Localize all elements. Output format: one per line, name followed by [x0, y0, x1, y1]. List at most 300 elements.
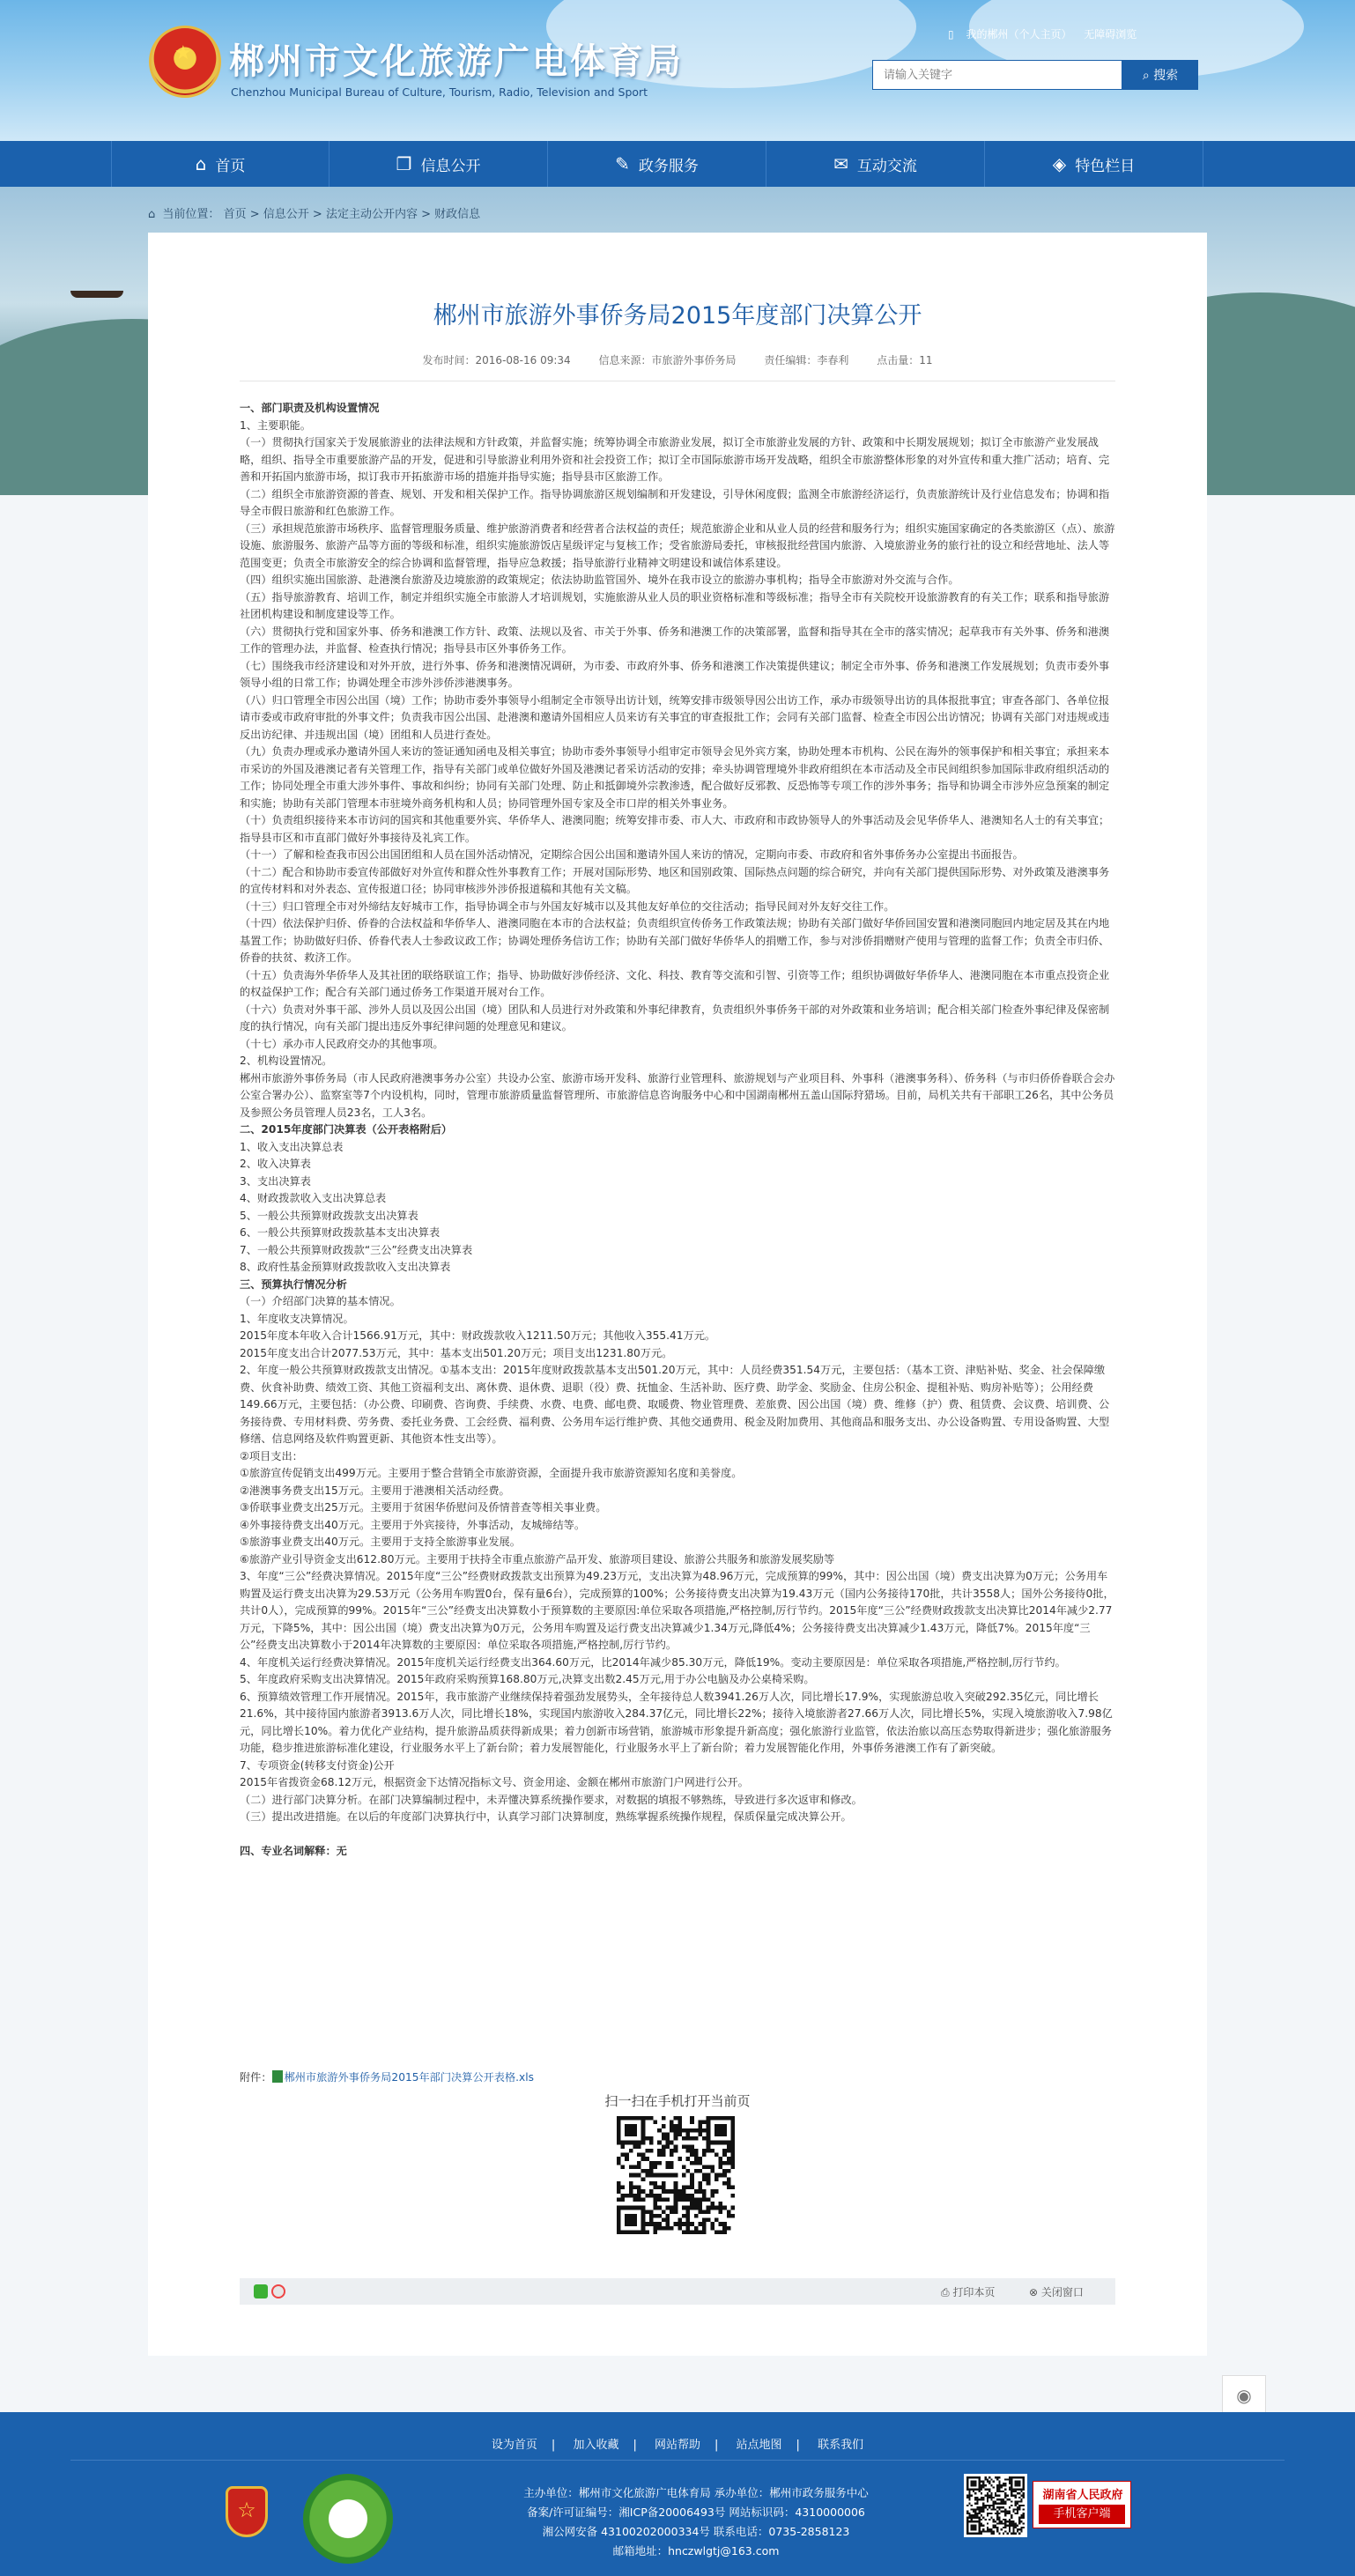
- qr-module: [979, 2476, 981, 2478]
- qr-module: [715, 2189, 719, 2194]
- qr-module: [982, 2525, 984, 2527]
- qr-module: [1003, 2506, 1004, 2508]
- qr-module: [686, 2194, 691, 2198]
- qr-module: [979, 2489, 981, 2491]
- qr-module: [1017, 2476, 1018, 2478]
- qr-module: [1009, 2522, 1011, 2524]
- nav-gov-services[interactable]: [548, 141, 766, 187]
- qr-module: [982, 2508, 984, 2510]
- qr-module: [678, 2128, 682, 2133]
- qr-module: [690, 2181, 694, 2186]
- qr-module: [665, 2189, 670, 2194]
- qr-module: [629, 2124, 633, 2128]
- qr-module: [715, 2177, 719, 2181]
- qr-module: [621, 2194, 626, 2198]
- qr-module: [988, 2494, 990, 2496]
- qr-module: [625, 2132, 629, 2136]
- main-nav: [0, 141, 1355, 187]
- nav-home[interactable]: [111, 141, 329, 187]
- qr-module: [993, 2533, 995, 2535]
- qr-module: [730, 2194, 735, 2198]
- qr-module: [665, 2226, 670, 2231]
- qr-module: [710, 2165, 715, 2169]
- qr-module: [629, 2173, 633, 2178]
- qr-module: [710, 2222, 715, 2226]
- article-title: 郴州市旅游外事侨务局2015年度部门决算公开: [433, 302, 922, 329]
- qr-module: [973, 2489, 974, 2491]
- qr-module: [966, 2528, 968, 2530]
- qr-module: [629, 2214, 633, 2218]
- qr-module: [1003, 2527, 1004, 2528]
- article-meta: [148, 352, 1207, 367]
- qr-module: [715, 2230, 719, 2234]
- qr-module: [702, 2121, 707, 2125]
- footer-divider: [70, 2460, 1285, 2461]
- qr-module: [657, 2186, 662, 2190]
- close-window-button[interactable]: [1029, 2284, 1084, 2299]
- qr-module: [645, 2194, 649, 2198]
- article-paragraph: 2015年度支出合计2077.53万元，其中：基本支出501.20万元；项目支出1231.80万元。: [240, 1346, 673, 1359]
- qr-module: [1015, 2533, 1017, 2535]
- qr-module: [987, 2530, 988, 2532]
- article-paragraph: （十五）负责海外华侨华人及其社团的联络联谊工作；指导、协助做好涉侨经济、文化、科技、教育等交流和引智、引资等工作；组织协调做好华侨华人、港澳同胞在本市重点投资企业的权益保护工作；配合有关部门通过侨务工作渠道开展对台工作。: [240, 968, 1110, 998]
- article-paragraph: 1、主要职能。: [240, 418, 311, 432]
- qr-module: [633, 2197, 637, 2202]
- qr-module: [694, 2149, 699, 2153]
- nav-interaction[interactable]: [766, 141, 985, 187]
- qr-module: [1011, 2517, 1012, 2519]
- footer-link-sitemap[interactable]: 站点地图: [736, 2439, 782, 2452]
- top-link-my-chenzhou[interactable]: 我的郴州（个人主页）: [966, 28, 1072, 41]
- qr-module: [625, 2157, 629, 2161]
- qr-module: [629, 2222, 633, 2226]
- qr-module: [710, 2206, 715, 2210]
- qr-module: [1018, 2506, 1020, 2508]
- article-paragraph: ①旅游宣传促销支出499万元。主要用于整合营销全市旅游资源，全面提升我市旅游资源知名度和美誉度。: [240, 1467, 743, 1479]
- qr-module: [993, 2530, 995, 2532]
- qr-module: [984, 2506, 986, 2508]
- qr-module: [982, 2511, 984, 2513]
- article-paragraph: 2、机构设置情况。: [240, 1055, 333, 1067]
- qr-module: [998, 2476, 1000, 2478]
- article-paragraph: （八）归口管理全市因公出国（境）工作；协助市委外事领导小组制定全市领导出访计划，统筹安排市级领导因公出访工作，承办市级领导出访的具体报批事宜；审查各部门、各单位报请市委或市政府审批的外事文件；负责我市因公出国、赴港澳和邀请外国相应人员来访有关事宜的审查报批工作；会同有关部门监督、检查全市因公出访情况；协调有关部门对违规或违反出访纪律、并违规出国（境）团组和人员进行查处。: [240, 693, 1110, 741]
- qr-module: [988, 2481, 990, 2483]
- qr-module: [641, 2230, 646, 2234]
- qr-module: [984, 2489, 986, 2491]
- qr-module: [674, 2206, 678, 2210]
- qr-module: [625, 2222, 629, 2226]
- qr-module: [637, 2141, 641, 2145]
- qr-module: [694, 2189, 699, 2194]
- qr-module: [617, 2222, 621, 2226]
- search-button[interactable]: [1122, 60, 1198, 90]
- qr-module: [1017, 2489, 1018, 2491]
- qr-module: [1001, 2503, 1003, 2505]
- qr-module: [974, 2483, 976, 2484]
- qr-module: [694, 2230, 699, 2234]
- qr-module: [1018, 2517, 1020, 2519]
- qr-module: [654, 2214, 658, 2218]
- qr-module: [707, 2177, 711, 2181]
- qr-module: [702, 2153, 707, 2158]
- wechat-share-icon[interactable]: [254, 2284, 268, 2298]
- qr-module: [694, 2226, 699, 2231]
- qr-module: [682, 2136, 686, 2141]
- qr-module: [990, 2533, 992, 2535]
- qr-module: [979, 2491, 981, 2492]
- qr-module: [979, 2506, 981, 2508]
- footer-links: [0, 2435, 1355, 2452]
- qr-module: [633, 2206, 637, 2210]
- qr-module: [976, 2506, 978, 2508]
- qr-module: [998, 2533, 1000, 2535]
- qr-module: [670, 2165, 674, 2169]
- qr-module: [996, 2513, 998, 2514]
- qr-module: [988, 2528, 990, 2530]
- qr-module: [633, 2116, 637, 2121]
- qr-module: [1012, 2494, 1014, 2496]
- qr-module: [1011, 2478, 1012, 2480]
- footer-separator: |: [551, 2439, 556, 2452]
- qr-module: [1011, 2494, 1012, 2496]
- qr-module: [637, 2153, 641, 2158]
- qr-module: [657, 2173, 662, 2178]
- footer-icp[interactable]: 备案/许可证编号：湘ICP备20006493号 网站标识码：4310000006: [527, 2506, 865, 2519]
- qr-module: [1009, 2528, 1011, 2530]
- qr-module: [1011, 2533, 1012, 2535]
- qr-code-image: [617, 2116, 735, 2234]
- qr-module: [996, 2489, 998, 2491]
- qr-module: [617, 2116, 621, 2121]
- qr-module: [987, 2489, 988, 2491]
- qr-module: [719, 2132, 723, 2136]
- qr-module: [984, 2476, 986, 2478]
- footer-qr-code-image: [964, 2474, 1027, 2537]
- qr-module: [1015, 2522, 1017, 2524]
- qr-module: [971, 2484, 973, 2486]
- qr-module: [987, 2494, 988, 2496]
- qr-module: [1011, 2476, 1012, 2478]
- qr-module: [665, 2222, 670, 2226]
- qr-module: [1012, 2530, 1014, 2532]
- qr-module: [730, 2144, 735, 2149]
- site-title[interactable]: 郴州市文化旅游广电体育局: [229, 41, 684, 82]
- qr-module: [686, 2214, 691, 2218]
- footer-separator: |: [633, 2439, 637, 2452]
- qr-module: [1018, 2505, 1020, 2506]
- qr-module: [1020, 2476, 1022, 2478]
- qr-module: [633, 2222, 637, 2226]
- qr-module: [686, 2128, 691, 2133]
- breadcrumb-item[interactable]: 财政信息: [434, 208, 481, 221]
- qr-module: [665, 2161, 670, 2165]
- qr-module: [690, 2186, 694, 2190]
- qr-module: [966, 2481, 968, 2483]
- qr-module: [682, 2214, 686, 2218]
- qr-module: [974, 2511, 976, 2513]
- qr-module: [698, 2169, 702, 2173]
- qr-module: [710, 2194, 715, 2198]
- qr-module: [698, 2197, 702, 2202]
- qr-module: [625, 2194, 629, 2198]
- qr-module: [1001, 2484, 1003, 2486]
- article-paragraph: ⑥旅游产业引导资金支出612.80万元。主要用于扶持全市重点旅游产品开发、旅游项目建设、旅游公共服务和旅游发展奖励等: [240, 1552, 835, 1566]
- footer-link-contact[interactable]: 联系我们: [818, 2439, 864, 2452]
- qr-module: [662, 2144, 666, 2149]
- qr-module: [649, 2210, 654, 2214]
- article-paragraph: 7、专项资金(转移支付资金)公开: [240, 1758, 395, 1772]
- qr-module: [966, 2478, 968, 2480]
- qr-module: [990, 2505, 992, 2506]
- qr-module: [730, 2214, 735, 2218]
- qr-module: [654, 2230, 658, 2234]
- qr-module: [968, 2503, 970, 2505]
- footer-link-set-home[interactable]: 设为首页: [491, 2439, 537, 2452]
- qr-module: [690, 2116, 694, 2121]
- qr-module: [654, 2194, 658, 2198]
- qr-module: [996, 2484, 998, 2486]
- qr-module: [973, 2476, 974, 2478]
- qr-module: [996, 2511, 998, 2513]
- qr-module: [996, 2486, 998, 2488]
- top-links: [948, 26, 1145, 41]
- qr-module: [1015, 2527, 1017, 2528]
- qr-module: [654, 2206, 658, 2210]
- qr-module: [1017, 2484, 1018, 2486]
- qr-module: [707, 2132, 711, 2136]
- qr-module: [719, 2202, 723, 2206]
- qr-module: [617, 2210, 621, 2214]
- print-button[interactable]: [941, 2284, 995, 2299]
- qr-module: [993, 2525, 995, 2527]
- search-input[interactable]: [872, 60, 1122, 90]
- qr-module: [727, 2210, 731, 2214]
- search-button-label: 搜索: [1153, 69, 1179, 83]
- qr-module: [641, 2214, 646, 2218]
- attachment: [240, 2069, 534, 2084]
- qr-module: [973, 2514, 974, 2516]
- qr-module: [641, 2177, 646, 2181]
- breadcrumb-item[interactable]: 首页: [223, 208, 247, 221]
- qr-module: [698, 2230, 702, 2234]
- article-paragraph: （五）指导旅游教育、培训工作，制定并组织实施全市旅游人才培训规划，实施旅游从业人员的职业资格标准和等级标准；指导全市有关院校开设旅游教育的有关工作；联系和指导旅游社团机构建设和制度建设等工作。: [240, 590, 1110, 620]
- print-label: 打印本页: [952, 2286, 996, 2298]
- article-paragraph: （六）贯彻执行党和国家外事、侨务和港澳工作方针、政策、法规以及省、市关于外事、侨务和港澳工作的决策部署，监督和指导其在全市的落实情况；起草我市有关外事、侨务和港澳工作的管理办法，并监督、检查执行情况；指导县市区外事侨务工作。: [240, 625, 1110, 655]
- qr-module: [617, 2214, 621, 2218]
- qr-module: [719, 2128, 723, 2133]
- qr-module: [1003, 2484, 1004, 2486]
- qr-module: [702, 2197, 707, 2202]
- qr-module: [727, 2181, 731, 2186]
- qr-module: [1020, 2494, 1022, 2496]
- qr-module: [674, 2136, 678, 2141]
- qr-module: [633, 2186, 637, 2190]
- qr-module: [702, 2230, 707, 2234]
- qr-module: [1011, 2489, 1012, 2491]
- qr-module: [981, 2489, 982, 2491]
- qr-module: [998, 2494, 1000, 2496]
- party-gov-badge-icon[interactable]: ☆: [226, 2486, 268, 2537]
- qr-module: [637, 2186, 641, 2190]
- qr-module: [1009, 2478, 1011, 2480]
- qr-module: [730, 2141, 735, 2145]
- qr-module: [998, 2513, 1000, 2514]
- breadcrumb-item[interactable]: 信息公开: [263, 208, 309, 221]
- layers-icon: ◈: [1052, 153, 1067, 174]
- qr-module: [973, 2511, 974, 2513]
- phone-icon: ▯: [948, 28, 954, 41]
- national-emblem-icon[interactable]: [152, 28, 218, 95]
- excel-file-icon: [272, 2070, 283, 2083]
- qr-module: [707, 2218, 711, 2223]
- qr-module: [1011, 2481, 1012, 2483]
- weibo-float-button[interactable]: [1222, 2375, 1266, 2416]
- qr-module: [1018, 2519, 1020, 2520]
- qr-module: [1004, 2489, 1006, 2491]
- qr-module: [730, 2206, 735, 2210]
- qr-module: [674, 2124, 678, 2128]
- qr-module: [1020, 2514, 1022, 2516]
- qr-module: [998, 2522, 1000, 2524]
- qr-module: [1011, 2505, 1012, 2506]
- qr-module: [996, 2498, 998, 2500]
- top-link-accessibility[interactable]: 无障碍浏览: [1084, 28, 1137, 41]
- qr-module: [719, 2210, 723, 2214]
- qr-module: [629, 2186, 633, 2190]
- qr-module: [971, 2519, 973, 2520]
- qr-module: [976, 2500, 978, 2502]
- qr-module: [974, 2513, 976, 2514]
- qr-module: [690, 2173, 694, 2178]
- qr-module: [722, 2124, 727, 2128]
- qr-module: [1009, 2520, 1011, 2522]
- qr-module: [702, 2218, 707, 2223]
- qr-module: [973, 2491, 974, 2492]
- qr-module: [694, 2128, 699, 2133]
- qr-module: [617, 2186, 621, 2190]
- qr-module: [1023, 2481, 1025, 2483]
- qr-module: [722, 2128, 727, 2133]
- qr-module: [1009, 2519, 1011, 2520]
- footer-host: 主办单位：郴州市文化旅游广电体育局 承办单位：郴州市政务服务中心: [523, 2486, 869, 2499]
- qr-module: [1015, 2484, 1017, 2486]
- qr-module: [722, 2230, 727, 2234]
- qr-module: [1023, 2505, 1025, 2506]
- qr-module: [702, 2222, 707, 2226]
- qr-module: [1007, 2533, 1009, 2535]
- qr-module: [694, 2202, 699, 2206]
- weibo-share-icon[interactable]: [271, 2284, 285, 2298]
- qr-module: [722, 2153, 727, 2158]
- qr-module: [1020, 2520, 1022, 2522]
- qr-module: [707, 2128, 711, 2133]
- footer-police[interactable]: 湘公网安备 43100202000334号 联系电话：0735-2858123: [542, 2525, 850, 2538]
- qr-module: [1004, 2503, 1006, 2505]
- footer-link-help[interactable]: 网站帮助: [654, 2439, 700, 2452]
- qr-module: [674, 2186, 678, 2190]
- qr-module: [674, 2222, 678, 2226]
- qr-module: [968, 2489, 970, 2491]
- qr-module: [649, 2136, 654, 2141]
- qr-module: [981, 2519, 982, 2520]
- qr-module: [698, 2202, 702, 2206]
- qr-module: [998, 2484, 1000, 2486]
- qr-module: [1004, 2492, 1006, 2494]
- qr-module: [722, 2169, 727, 2173]
- qr-module: [974, 2492, 976, 2494]
- qr-module: [690, 2161, 694, 2165]
- qr-module: [1009, 2498, 1011, 2500]
- qr-module: [694, 2157, 699, 2161]
- qr-module: [649, 2149, 654, 2153]
- qr-module: [710, 2149, 715, 2153]
- qr-module: [996, 2514, 998, 2516]
- qr-module: [981, 2481, 982, 2483]
- qr-module: [1004, 2494, 1006, 2496]
- gov-site-error-badge-icon[interactable]: [303, 2474, 393, 2564]
- qr-module: [674, 2149, 678, 2153]
- attachment-link[interactable]: 郴州市旅游外事侨务局2015年部门决算公开表格.xls: [284, 2071, 534, 2084]
- qr-module: [730, 2121, 735, 2125]
- qr-module: [682, 2189, 686, 2194]
- qr-module: [694, 2206, 699, 2210]
- hunan-gov-app-link[interactable]: [1033, 2481, 1131, 2528]
- qr-module: [971, 2525, 973, 2527]
- qr-module: [1004, 2530, 1006, 2532]
- qr-module: [974, 2508, 976, 2510]
- qr-module: [694, 2197, 699, 2202]
- qr-module: [621, 2186, 626, 2190]
- qr-module: [633, 2165, 637, 2169]
- footer-link-favorite[interactable]: 加入收藏: [573, 2439, 619, 2452]
- qr-module: [1011, 2525, 1012, 2527]
- breadcrumb-item[interactable]: 法定主动公开内容: [325, 208, 418, 221]
- qr-module: [686, 2226, 691, 2231]
- qr-module: [690, 2153, 694, 2158]
- qr-module: [629, 2194, 633, 2198]
- qr-module: [637, 2194, 641, 2198]
- qr-module: [976, 2520, 978, 2522]
- qr-module: [1007, 2525, 1009, 2527]
- qr-module: [1017, 2503, 1018, 2505]
- qr-module: [707, 2121, 711, 2125]
- qr-module: [979, 2517, 981, 2519]
- qr-module: [686, 2186, 691, 2190]
- nav-info-disclosure[interactable]: [329, 141, 548, 187]
- qr-module: [678, 2132, 682, 2136]
- nav-featured[interactable]: [985, 141, 1203, 187]
- qr-module: [1020, 2528, 1022, 2530]
- qr-module: [649, 2214, 654, 2218]
- qr-module: [968, 2498, 970, 2500]
- qr-module: [649, 2189, 654, 2194]
- qr-module: [657, 2214, 662, 2218]
- qr-module: [984, 2478, 986, 2480]
- qr-module: [993, 2508, 995, 2510]
- article-paragraph: 2015年度本年收入合计1566.91万元，其中：财政拨款收入1211.50万元；其他收入355.41万元。: [240, 1329, 716, 1342]
- qr-module: [981, 2486, 982, 2488]
- qr-module: [976, 2489, 978, 2491]
- qr-module: [710, 2189, 715, 2194]
- editor: 责任编辑：李春利: [764, 354, 849, 366]
- article-paragraph: [240, 1826, 1115, 1844]
- qr-module: [719, 2165, 723, 2169]
- article-paragraph: 三、预算执行情况分析: [240, 1277, 347, 1291]
- qr-module: [649, 2141, 654, 2145]
- qr-module: [722, 2206, 727, 2210]
- qr-module: [690, 2222, 694, 2226]
- qr-module: [1023, 2522, 1025, 2524]
